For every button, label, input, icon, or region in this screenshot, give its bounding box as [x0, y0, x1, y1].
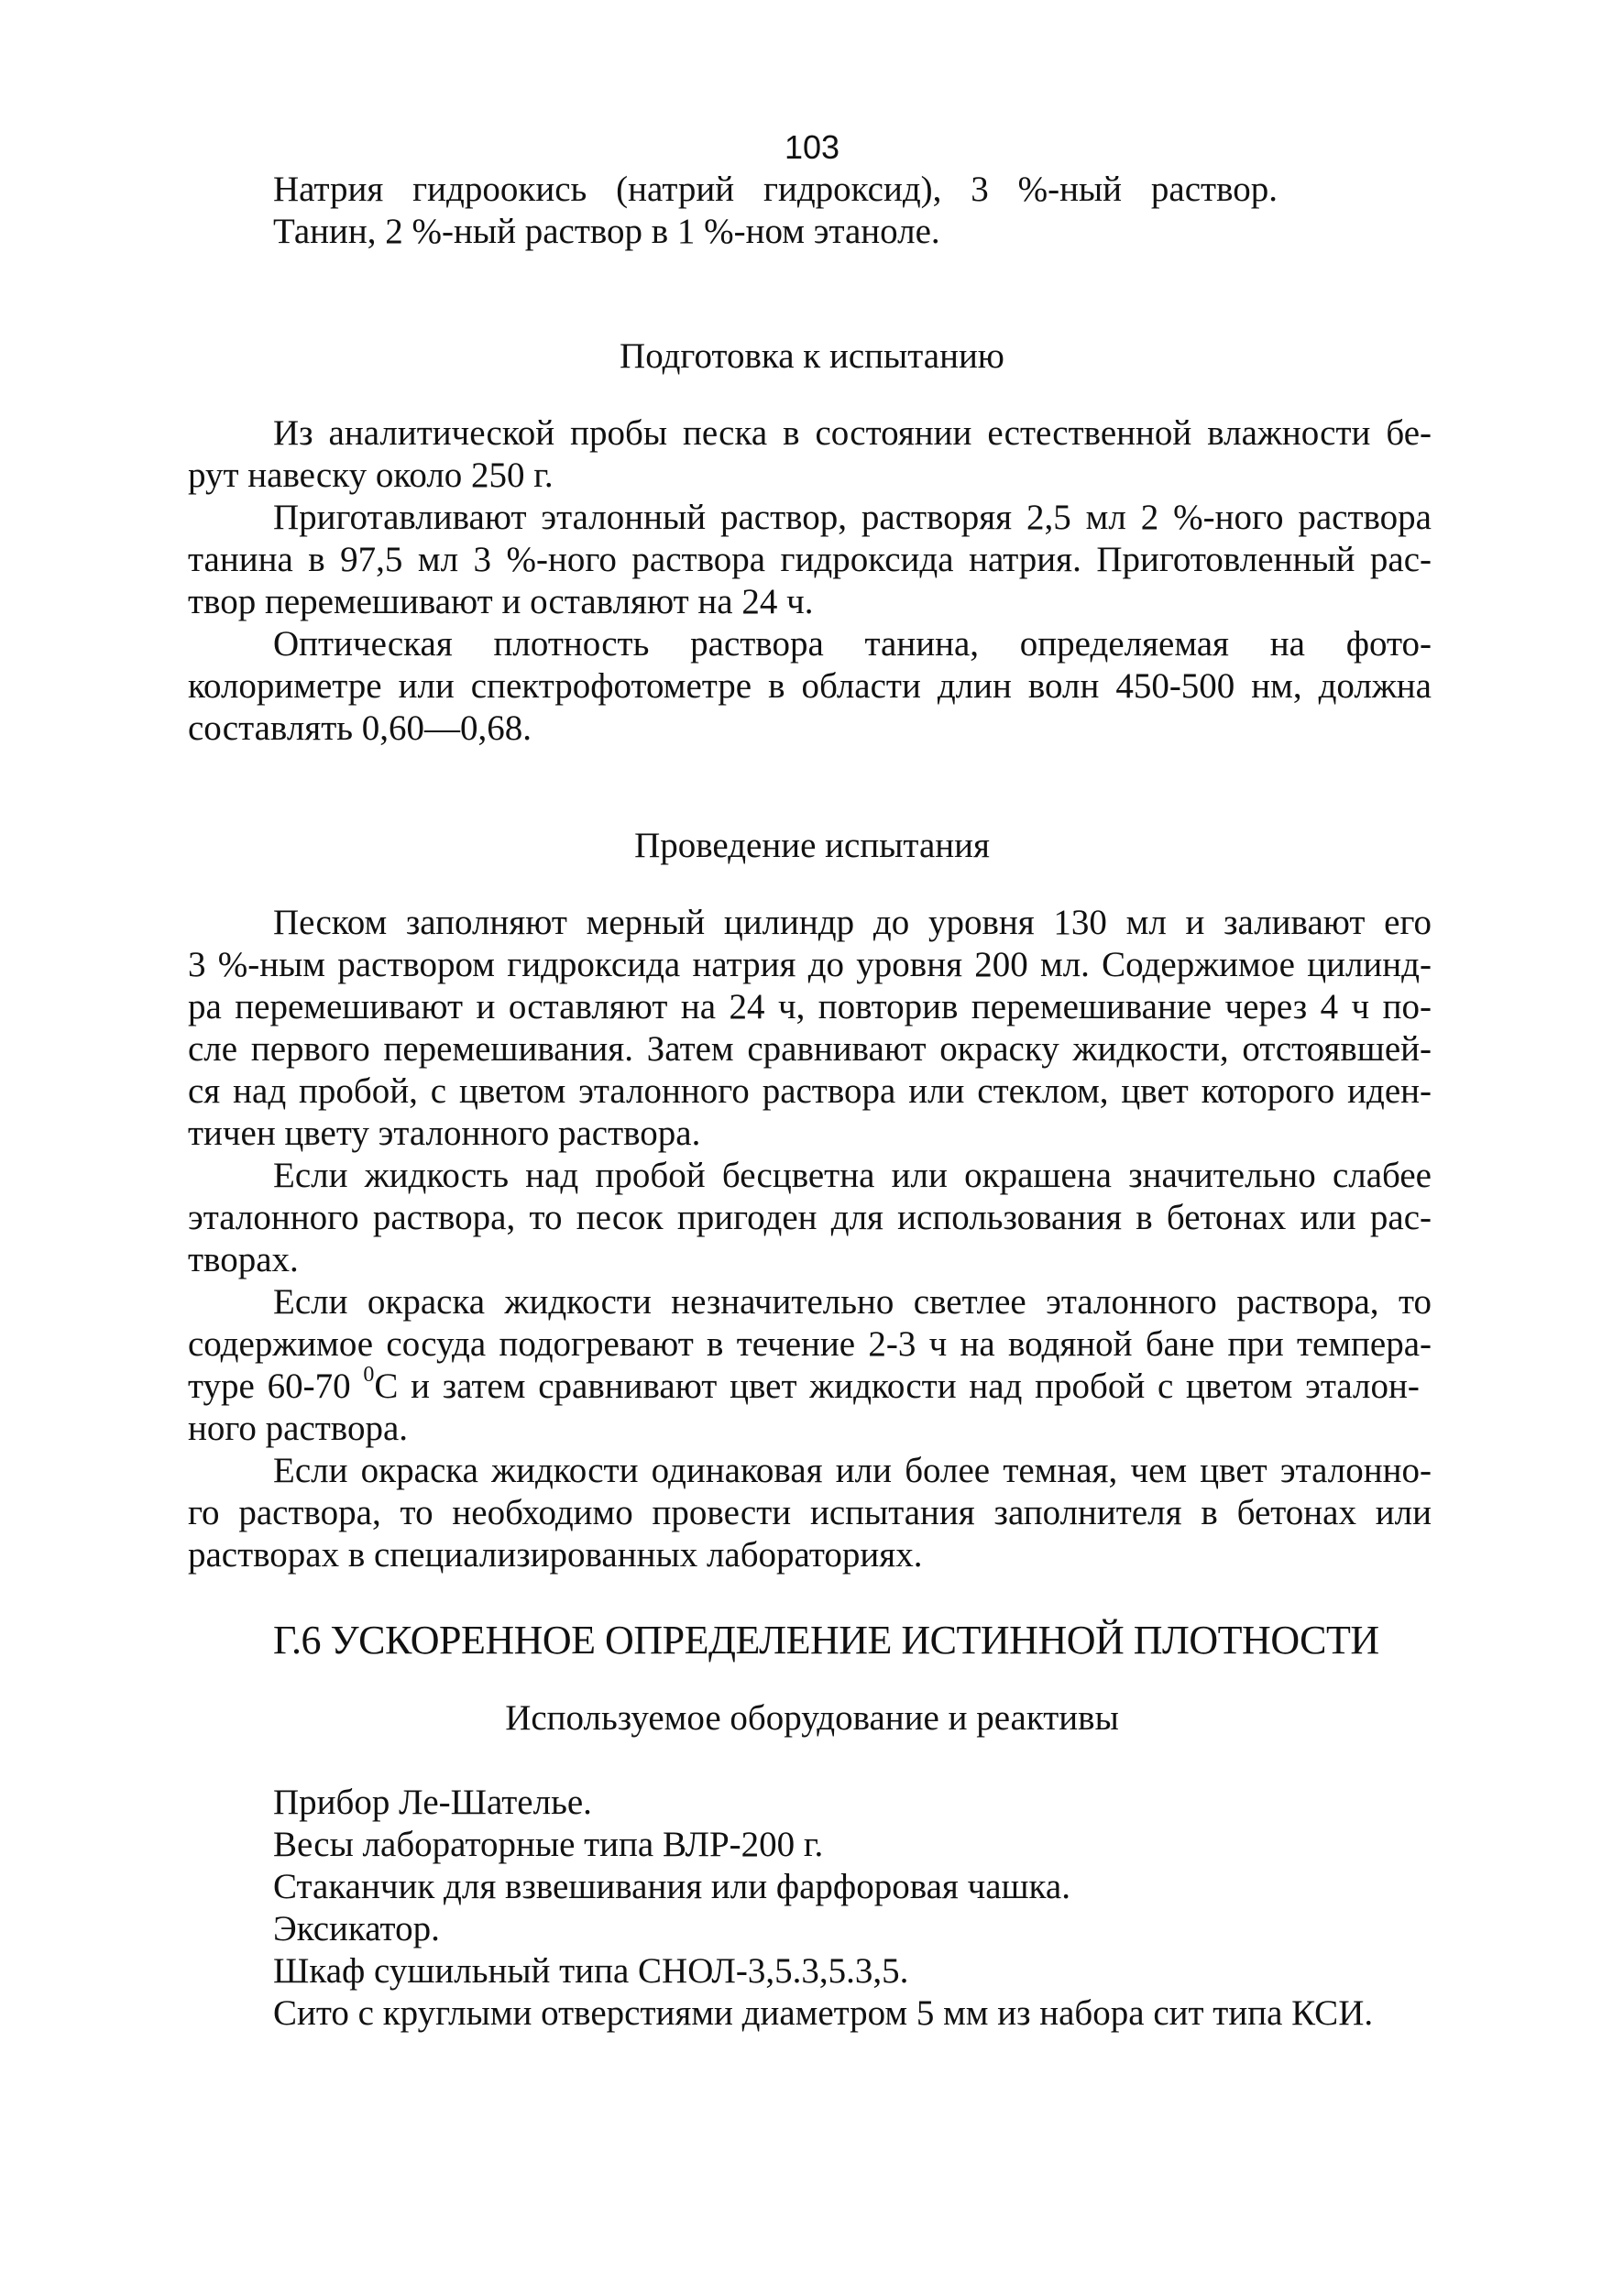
paragraph-line: твор перемешивают и оставляют на 24 ч. — [188, 582, 814, 621]
section-subheading-equipment: Используемое оборудование и реактивы — [505, 1698, 1119, 1738]
paragraph-line: Если окраска жидкости незначительно светлее эталонного раствора, то — [273, 1282, 1432, 1322]
paragraph-line: эталонного раствора, то песок пригоден для использования в бетонах или рас- — [188, 1198, 1432, 1237]
paragraph-line: рут навеску около 250 г. — [188, 455, 554, 495]
section-heading-test: Проведение испытания — [634, 826, 990, 865]
paragraph-line: Из аналитической пробы песка в состоянии естественной влажности бе- — [273, 413, 1432, 453]
paragraph-line: содержимое сосуда подогревают в течение 2-3 ч на водяной бане при темпера- — [188, 1324, 1432, 1364]
paragraph-line: Приготавливают эталонный раствор, растворяя 2,5 мл 2 %-ного раствора — [273, 498, 1432, 537]
paragraph-line: Если окраска жидкости одинаковая или более темная, чем цвет эталонно- — [273, 1451, 1432, 1490]
paragraph-line: Песком заполняют мерный цилиндр до уровня 130 мл и заливают его — [273, 903, 1432, 942]
reagent-line: Натрия гидроокись (натрий гидроксид), 3 %-ный раствор. — [273, 170, 1278, 209]
equipment-item: Шкаф сушильный типа СНОЛ-3,5.3,5.3,5. — [273, 1951, 909, 1991]
section-heading-preparation: Подготовка к испытанию — [620, 336, 1004, 376]
equipment-item: Весы лабораторные типа ВЛР-200 г. — [273, 1825, 824, 1864]
paragraph-line: колориметре или спектрофотометре в области длин волн 450-500 нм, должна — [188, 666, 1432, 706]
paragraph-line: ся над пробой, с цветом эталонного раствора или стеклом, цвет которого иден- — [188, 1071, 1432, 1111]
equipment-item: Стаканчик для взвешивания или фарфоровая чашка. — [273, 1867, 1070, 1906]
paragraph-line: ного раствора. — [188, 1409, 409, 1448]
reagent-line: Танин, 2 %-ный раствор в 1 %-ном этаноле. — [273, 212, 940, 251]
paragraph-line: танина в 97,5 мл 3 %-ного раствора гидроксида натрия. Приготовленный рас- — [188, 540, 1432, 579]
paragraph-line: сле первого перемешивания. Затем сравнивают окраску жидкости, отстоявшей- — [188, 1029, 1432, 1069]
paragraph-line-with-degree — [188, 1363, 1432, 1408]
paragraph-line: растворах в специализированных лабораториях. — [188, 1535, 923, 1575]
degree-symbol: 0 — [363, 1363, 375, 1387]
equipment-item: Эксикатор. — [273, 1909, 440, 1948]
equipment-item: Прибор Ле-Шателье. — [273, 1783, 592, 1822]
paragraph-line: составлять 0,60—0,68. — [188, 708, 532, 748]
temperature-range-text: туре 60-70 — [188, 1366, 364, 1406]
page-number: 103 — [784, 128, 840, 166]
paragraph-line: тичен цвету эталонного раствора. — [188, 1114, 701, 1153]
paragraph-line: Оптическая плотность раствора танина, определяемая на фото- — [273, 624, 1432, 664]
section-heading-g6: Г.6 УСКОРЕННОЕ ОПРЕДЕЛЕНИЕ ИСТИННОЙ ПЛОТНОСТИ — [273, 1618, 1379, 1663]
paragraph-line-tail: С и затем сравнивают цвет жидкости над пробой с цветом эталон- — [374, 1366, 1420, 1406]
paragraph-line: 3 %-ным раствором гидроксида натрия до уровня 200 мл. Содержимое цилинд- — [188, 945, 1432, 984]
paragraph-line: ра перемешивают и оставляют на 24 ч, повторив перемешивание через 4 ч по- — [188, 987, 1432, 1026]
paragraph-line: творах. — [188, 1240, 299, 1279]
paragraph-line: Если жидкость над пробой бесцветна или окрашена значительно слабее — [273, 1156, 1432, 1195]
paragraph-line: го раствора, то необходимо провести испытания заполнителя в бетонах или — [188, 1493, 1432, 1532]
equipment-item: Сито с круглыми отверстиями диаметром 5 мм из набора сит типа КСИ. — [273, 1993, 1374, 2033]
